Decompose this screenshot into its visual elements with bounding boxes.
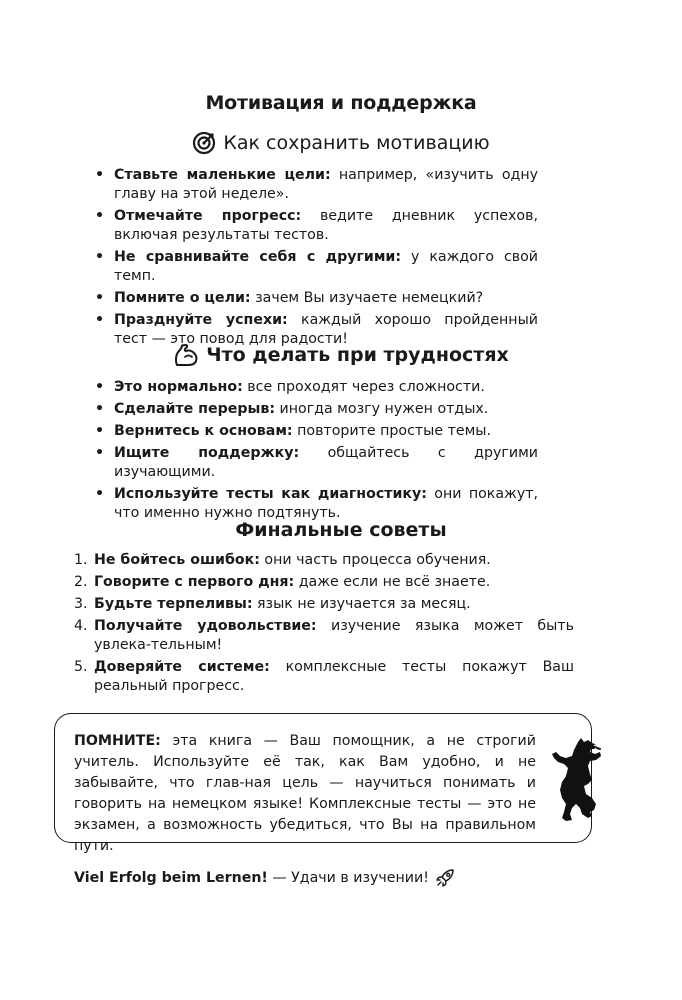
difficulties-list — [95, 378, 538, 526]
list-item: 2. Говорите с первого дня: даже если не всё знаете. — [74, 574, 491, 590]
list-item: 4. Получайте удовольствие: изучение языка может быть увлека-тельным! — [74, 618, 574, 653]
section-title: Финальные советы — [235, 519, 447, 541]
list-item: 3. Будьте терпеливы: язык не изучается за месяц. — [74, 596, 471, 612]
closing-russian: — Удачи в изучении! — [267, 870, 429, 886]
list-item: • Помните о цели: зачем Вы изучаете немецкий? — [95, 289, 538, 308]
rocket-icon — [435, 868, 455, 888]
page-title: Мотивация и поддержка — [205, 92, 477, 114]
target-icon — [192, 131, 216, 155]
list-item: 1. Не бойтесь ошибок: они часть процесса обучения. — [74, 552, 491, 568]
note-text: ПОМНИТЕ: эта книга — Ваш помощник, а не строгий учитель. Используйте её так, как Вам удобно, и не забывайте, что глав-ная цель — научиться понимать и говорить на немецком языке! Комплексные тесты — это не экзамен, а возможность убедиться, что Вы на правильном пути. — [74, 733, 536, 854]
section-heading-motivation — [0, 131, 682, 155]
note-label: ПОМНИТЕ: — [74, 733, 161, 749]
list-item: • Это нормально: все проходят через сложности. — [95, 378, 538, 397]
list-item: • Отмечайте прогресс: ведите дневник успехов, включая результаты тестов. — [95, 207, 538, 245]
section-title: Что делать при трудностях — [206, 344, 509, 366]
final-tips-list — [74, 551, 574, 699]
list-item: • Используйте тесты как диагностику: они покажут, что именно нужно подтянуть. — [95, 485, 538, 523]
list-item: • Не сравнивайте себя с другими: у каждого свой темп. — [95, 248, 538, 286]
closing-german: Viel Erfolg beim Lernen! — [74, 870, 268, 886]
list-item: • Сделайте перерыв: иногда мозгу нужен отдых. — [95, 400, 538, 419]
list-item: • Ставьте маленькие цели: например, «изучить одну главу на этой неделе». — [95, 166, 538, 204]
list-item: • Вернитесь к основам: повторите простые темы. — [95, 422, 538, 441]
flexed-biceps-icon — [173, 343, 199, 367]
list-item: • Ищите поддержку: общайтесь с другими изучающими. — [95, 444, 538, 482]
motivation-list — [95, 166, 538, 352]
section-heading-difficulties — [0, 343, 682, 367]
closing-line — [74, 868, 455, 888]
list-item: 5. Доверяйте системе: комплексные тесты покажут Ваш реальный прогресс. — [74, 659, 574, 694]
berlin-bear-icon — [548, 734, 602, 822]
section-title: Как сохранить мотивацию — [223, 132, 490, 154]
section-heading-final — [0, 519, 682, 541]
list-item: • Празднуйте успехи: каждый хорошо пройденный тест — это повод для радости! — [95, 311, 538, 349]
